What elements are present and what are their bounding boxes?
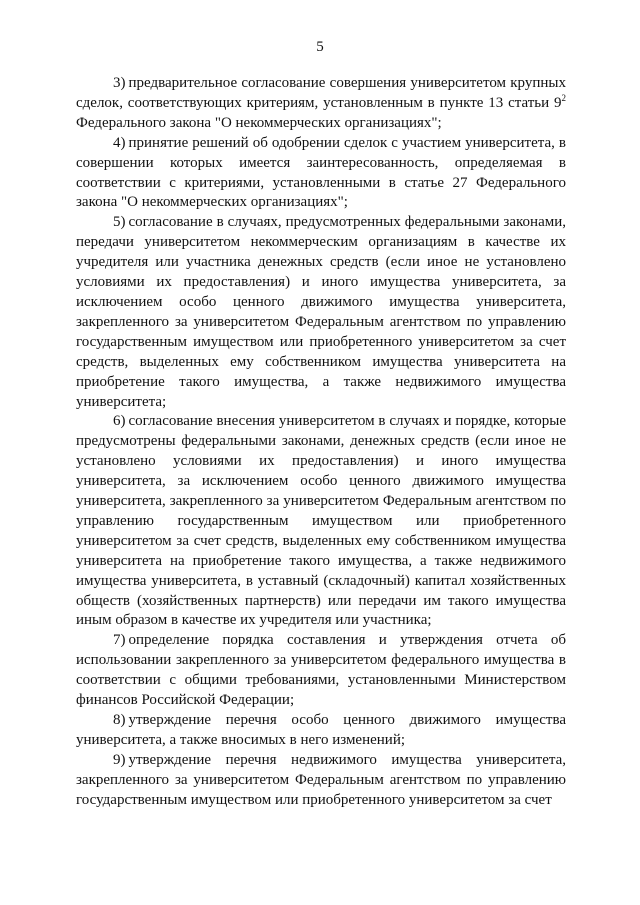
paragraph-text: согласование в случаях, предусмотренных федеральными законами, передачи университетом некоммерческим организациям в качестве их учредителя или участника денежных средств (если иное не установлено условиями их предоставления) и иного имущества университета, за исключением особо ценного движимого имущества университета, закрепленного за университетом Федеральным агентством по управлению государственным имуществом или приобретенного университетом за счет средств, выделенных ему собственником имущества университета на приобретение такого имущества, а также недвижимого имущества университета; (76, 214, 566, 410)
item-number: 3) (113, 75, 126, 91)
item-number: 7) (113, 632, 126, 649)
paragraph-item-3 (76, 74, 566, 134)
item-number: 8) (113, 712, 126, 728)
paragraph-text: согласование внесения университетом в случаях и порядке, которые предусмотрены федеральными законами, денежных средств (если иное не установлено условиями их предоставления) и иного имущества университета, за исключением особо ценного движимого имущества университета, закрепленного за университетом Федеральным агентством по управлению государственным имуществом или приобретенного университетом за счет средств, выделенных ему собственником имущества университета на приобретение такого имущества, а также недвижимого имущества университета, в уставный (складочный) капитал хозяйственных обществ (хозяйственных партнерств) или передачи им такого имущества иным образом в качестве их учредителя или участника; (76, 413, 566, 629)
paragraph-item-7 (76, 631, 566, 711)
superscript: 2 (561, 92, 566, 103)
paragraph-text-continued: Федерального закона "О некоммерческих организациях"; (76, 114, 442, 131)
document-body (76, 74, 566, 811)
page-number: 5 (316, 39, 324, 55)
item-number: 6) (113, 413, 126, 430)
paragraph-text: утверждение перечня особо ценного движимого имущества университета, а также вносимых в него изменений; (76, 712, 566, 748)
paragraph-item-9 (76, 751, 566, 811)
item-number: 9) (113, 751, 126, 768)
paragraph-text: принятие решений об одобрении сделок с участием университета, в совершении которых имеется заинтересованность, определяемая в соответствии с критериями, установленными в статье 27 Федерального закона "О некоммерческих организациях"; (76, 134, 566, 211)
paragraph-item-5 (76, 213, 566, 412)
item-number: 5) (113, 214, 126, 231)
item-number: 4) (113, 134, 126, 151)
paragraph-item-6 (76, 412, 566, 631)
paragraph-text: определение порядка составления и утверждения отчета об использовании закрепленного за университетом федерального имущества в соответствии с общими требованиями, установленными Министерством финансов Российской Федерации; (76, 632, 566, 709)
paragraph-text: утверждение перечня недвижимого имущества университета, закрепленного за университетом Федеральным агентством по управлению государственным имуществом или приобретенного университетом за счет (76, 751, 566, 808)
paragraph-text: предварительное согласование совершения университетом крупных сделок, соответствующих критериям, установленным в пункте 13 статьи 9 (76, 75, 566, 111)
paragraph-item-8 (76, 711, 566, 751)
paragraph-item-4 (76, 134, 566, 214)
